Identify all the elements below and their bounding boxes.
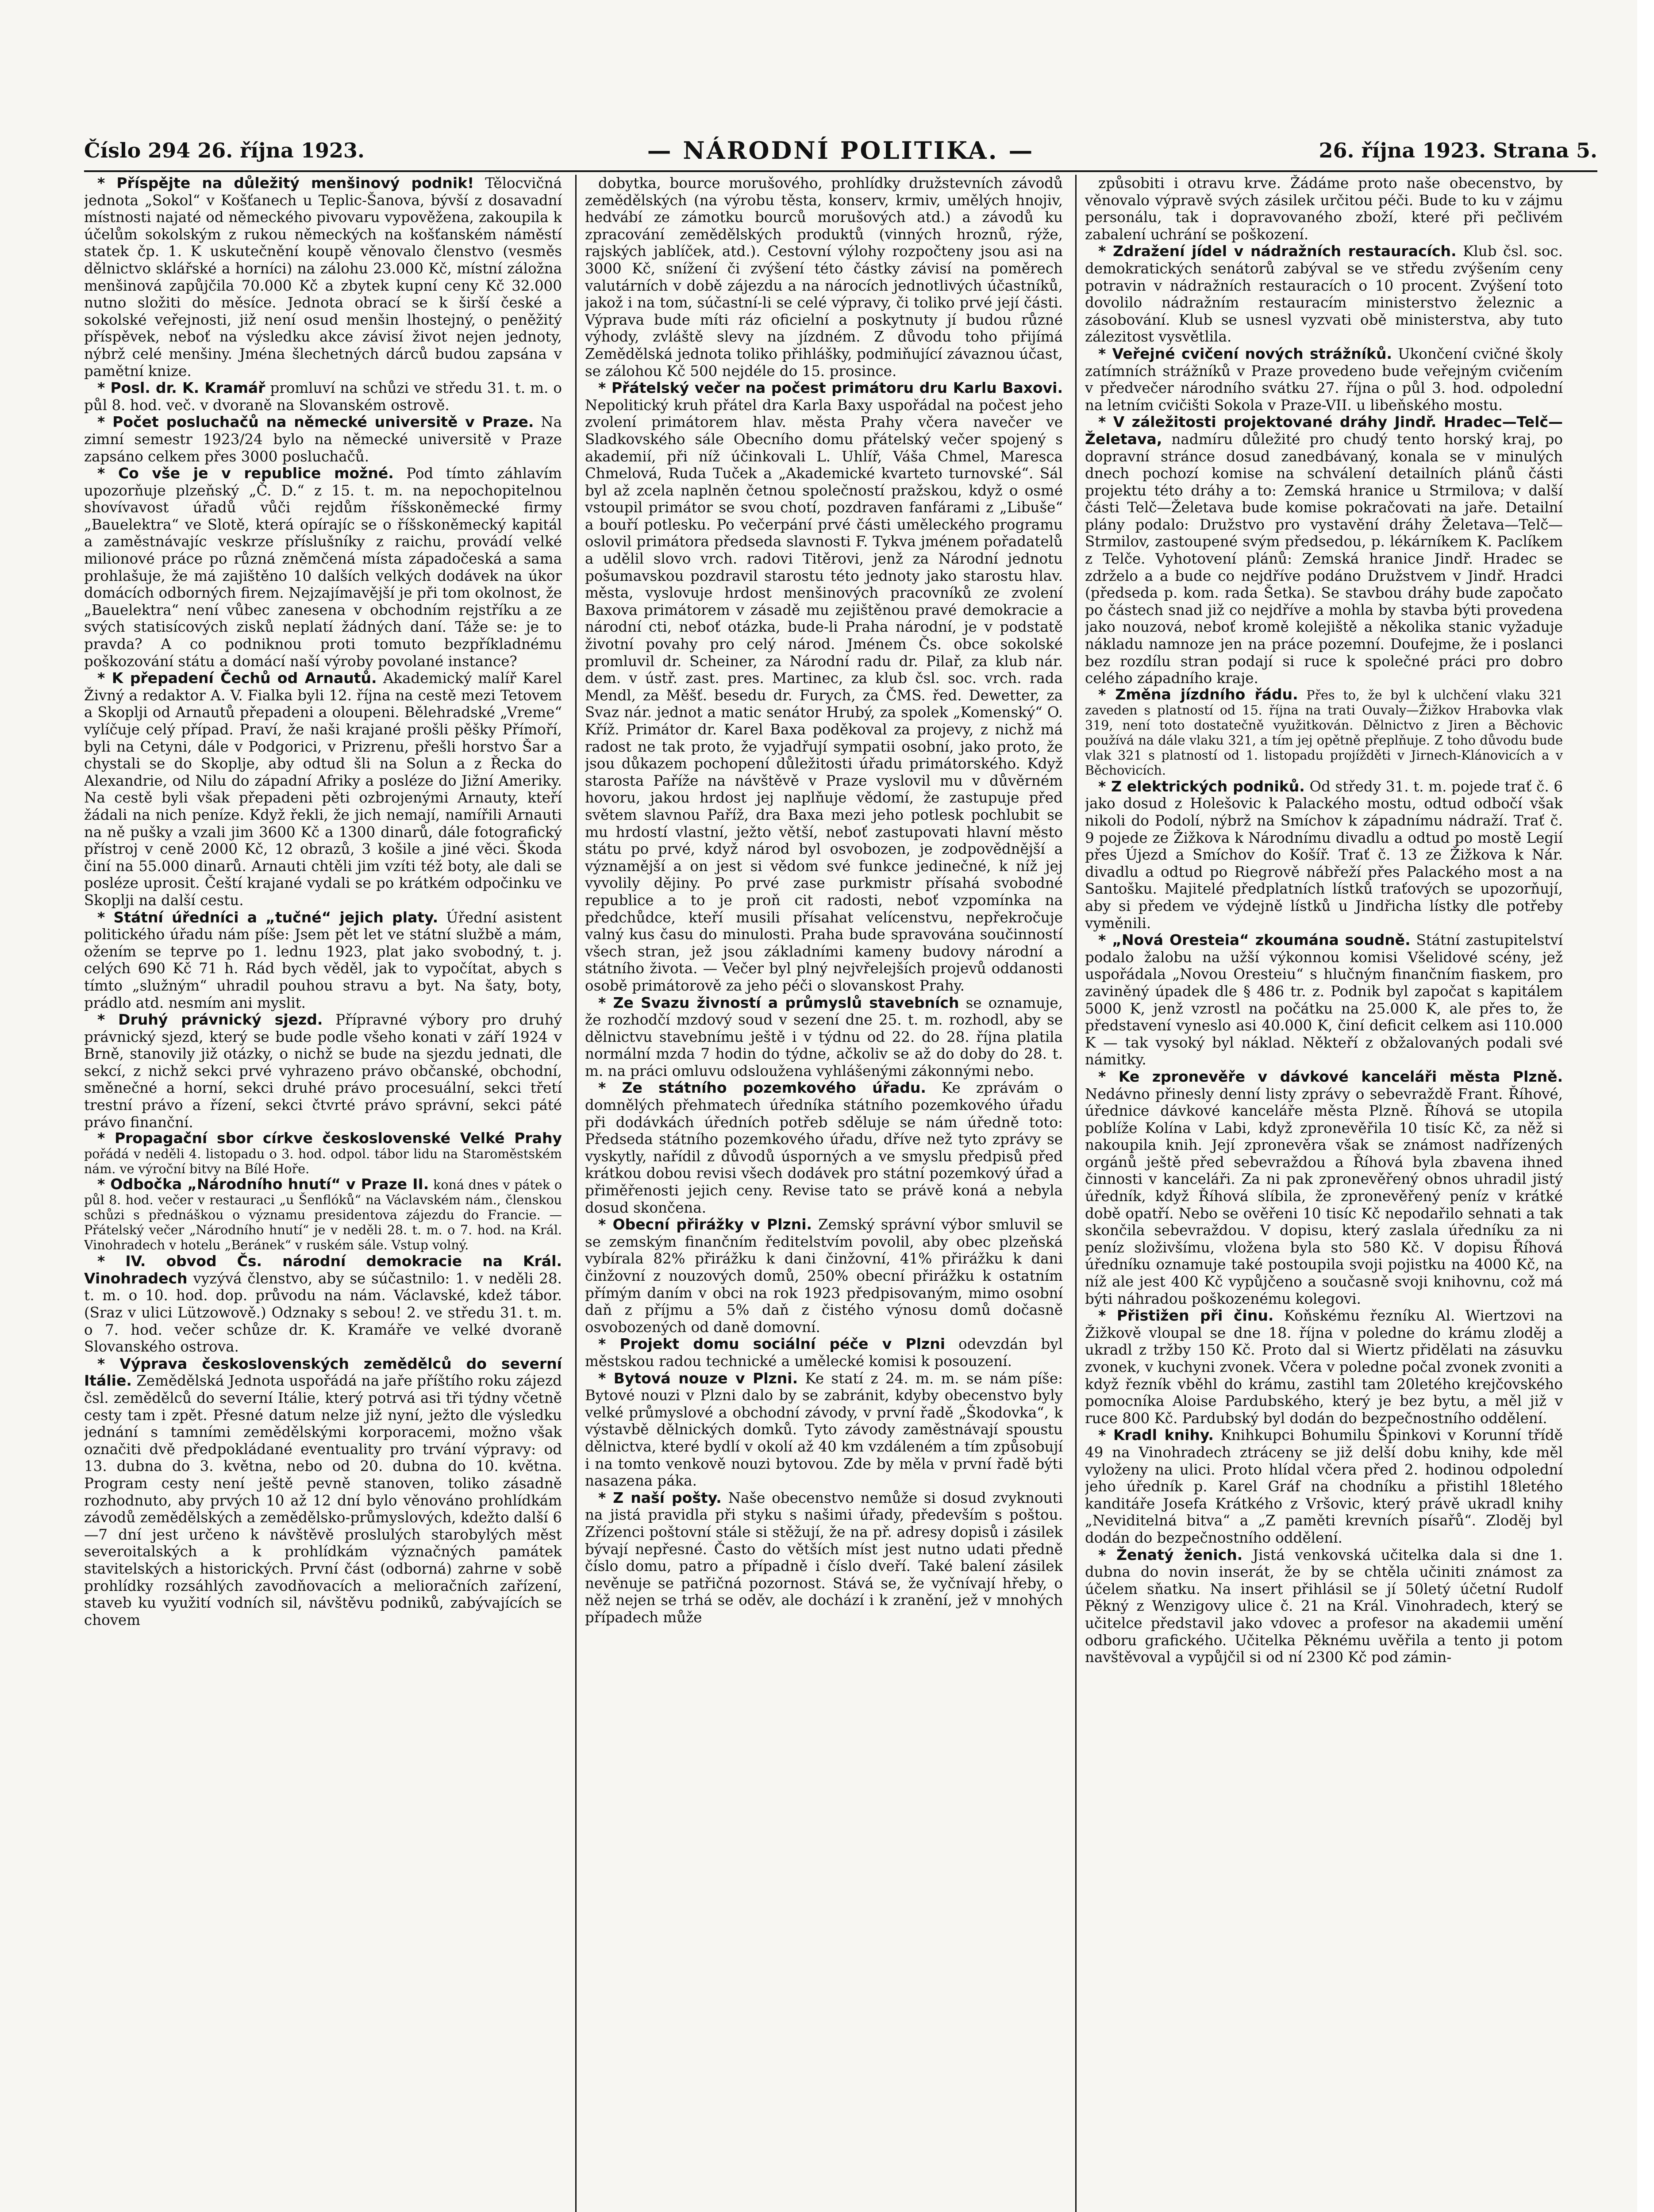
article-body: Tělocvičná jednota „Sokol“ v Košťanech u Teplic-Šanova, bývší z dosavadní místnosti najaté od německého pivovaru vypověžena, zakoupila k účelům sokolským z rukou německých na košťanském náměstí statek čp. 1. K uskutečnění koupě věnovalo členstvo (vesměs dělnictvo sklářské a horníci) na zálohu 23.000 Kč, místní záložna menšinová zapůjčila 70.000 Kč a zbytek kupní ceny Kč 32.000 nutno složiti do měsíce. Jednota obrací se k širší české a sokolské veřejnosti, již není osud menšin lhostejný, o peněžitý příspěvek, neboť na výsledku akce závisí život nejen jednoty, nýbrž celé menšiny. Jména šlechetných dárců budou zapsána v pamětní knize. — [84, 175, 562, 380]
article-headline: * Zdražení jídel v nádražních restauracích. — [1098, 242, 1457, 260]
article-headline: * IV. obvod Čs. národní demokracie na Král. Vinohradech — [84, 1252, 562, 1287]
article-body: Pod tímto záhlavím upozorňuje plzeňský „Č. D.“ z 15. t. m. na nepochopitelnou shovívavost úřadů vůči rejdům říšskoněmecké firmy „Bauelektra“ ve Slotě, která opírajíc se o říšskoněmecký kapitál a zaměstnávajíc veskrze příslušníky z raichu, provádí velké milionové práce po různá zněmčená místa západočeská a sama prohlašuje, že má zajištěno 10 dalších velkých dodávek na úkor domácích odborných firem. Nejzajímavější je při tom okolnost, že „Bauelektra“ není vůbec zanesena v obchodním rejstříku a ze svých statisícových zisků neplatí žádných daní. Táže se: je to pravda? A co podniknou proti tomuto bezpříkladnému poškozování státu a domácí naší výroby povolané instance? — [84, 465, 562, 670]
article — [84, 909, 562, 1012]
article-body: vyzývá členstvo, aby se súčastnilo: 1. v neděli 28. t. m. o 10. hod. dop. průvodu na nám. Václavské, kdež tábor. (Sraz v ulici Lützowově.) Odznaky s sebou! 2. ve středu 31. t. m. o 7. hod. večer schůze dr. K. Kramáře ve velké dvoraně Slovanského ostrova. — [84, 1270, 562, 1356]
column-3 — [1085, 175, 1563, 2212]
article-headline: * Změna jízdního řádu. — [1098, 685, 1298, 703]
article-body: odevzdán byl městskou radou technické a umělecké komisi k posouzení. — [585, 1336, 1063, 1370]
article-headline: * „Nová Oresteia“ zkoumána soudně. — [1098, 931, 1411, 949]
article — [1085, 687, 1563, 778]
article — [1085, 243, 1563, 346]
article-body: pořádá v neděli 4. listopadu o 3. hod. odpol. tábor lidu na Staroměstském nám. ve výroční bitvy na Bílé Hoře. — [84, 1147, 562, 1177]
article — [1085, 414, 1563, 687]
article-headline: * Veřejné cvičení nových strážníků. — [1098, 345, 1392, 362]
article — [84, 1131, 562, 1177]
article-headline: * Ze státního pozemkového úřadu. — [598, 1079, 926, 1097]
article-body: Přes to, že byl k ulchčení vlaku 321 zaveden s platností od 15. října na trati Ouvaly—Žižkov Hrabovka vlak 319, není toto dostatečně využitkován. Dělnictvo z Jiren a Běchovic používá na dále vlaku 321, a tím jej opětně přeplňuje. Z toho důvodu bude vlak 321 s platností od 1. listopadu projížděti v Jirnech-Klánovicích a v Běchovicích. — [1085, 687, 1563, 778]
article-headline: * Bytová nouze v Plzni. — [598, 1369, 798, 1387]
article-headline: * Obecní přirážky v Plzni. — [598, 1216, 812, 1233]
header-issue-date: Číslo 294 26. října 1923. — [84, 138, 365, 162]
article — [585, 1079, 1063, 1216]
article-body: Jistá venkovská učitelka dala si dne 1. dubna do novin inserát, že by se chtěla učiniti známost za účelem sňatku. Na insert přihlásil se jí 50letý účetní Rudolf Pěkný z Wenzigovy ulice č. 21 na Král. Vinohradech, který se učitelce představil jako vdovec a profesor na akademii umění odboru grafického. Učitelka Pěknému uvěřila a tento ji potom navštěvoval a vypůjčil si od ní 2300 Kč pod zámin- — [1085, 1546, 1563, 1666]
article-headline: * Kradl knihy. — [1098, 1426, 1214, 1444]
article-body: nadmíru důležité pro chudý tento horský kraj, po dopravní stránce dosud zanedbávaný, konala se v minulých dnech pochozí komise na schválení detailních plánů části projektu této dráhy a to: Zemská hranice u Strmilova; v další části Telč—Želetava bude komise pokračovati na jaře. Detailní plány podalo: Družstvo pro vystavění dráhy Želetava—Telč—Strmilov, zastoupené svým předsedou, p. lékárníkem K. Paclíkem z Telče. Vyhotovení plánů: Zemská hranice Jindř. Hradec se zdrželo a a bude co nejdříve podáno Družstvem v Jindř. Hradci (předseda p. kom. rada Šetka). Se stavbou dráhy bude započato po částech snad již co nejdříve a mohla by stavba býti provedena jako nouzová, neboť kromě kolejiště a několika stanic vyžaduje nákladu namnoze jen na práce pozemní. Doufejme, že i poslanci bez rozdílu stran podají si ruce k společné práci pro dobro celého západního kraje. — [1085, 430, 1563, 687]
article — [585, 1336, 1063, 1370]
article-body: Nedávno přinesly denní listy zprávy o sebevraždě Frant. Říhové, úřednice dávkové kanceláře města Plzně. Říhová se utopila poblíže Kolína v Labi, když zpronevěřila 10 tisíc Kč, za něž si nakoupila knih. Její zpronevěra však se známost nadřízených orgánů ještě před sebevraždou a Říhová byla zbavena ihned činnosti v kanceláři. Za ni pak zpronevěřený obnos uhradil jistý úředník, když Říhová slíbila, že zpronevěřený peníz v krátké době opatří. Nebo se ověřeni 10 tisíc Kč nepodařilo sehnati a tak skončila sebevraždou. V dopisu, který zaslala úředníku za ni peníz složivšímu, vložena byla sto 580 Kč. V dopisu Říhová úředníku oznamuje také postoupila svoji pojistku na 4000 Kč, na níž ale jest 400 Kč vypůjčeno a současně svoji knihovnu, což má býti náhradou poškozenému kolegovi. — [1085, 1085, 1563, 1307]
article — [84, 1011, 562, 1131]
article-body: Nepolitický kruh přátel dra Karla Baxy uspořádal na počest jeho zvolení primátorem hlav. města Prahy včera navečer ve Sladkovského sále Obecního domu přátelský večer spojený s akademií, při níž účinkovali L. Uhlíř, Váša Chmel, Maresca Chmelová, Ruda Tuček a „Akademické kvarteto turnovské“. Sál byl až zcela naplněn četnou společností pražskou, když o osmé vstoupil primátor se svou chotí, pozdraven fanfárami z „Libuše“ a bouří potlesku. Po večerpání prvé části uměleckého programu oslovil primátora předseda slavnosti F. Tykva jménem pořadatelů a udělil slovo vrch. radovi Titěrovi, jenž za Národní jednotu pošumavskou pozdravil starostu této jednoty jako starostu hlav. města, vyslovuje hrdost menšinových pracovníků ze zvolení Baxova primátorem v zásadě mu zejištěnou pravé demokracie a národní cti, neboť otázka, bude-li Praha národní, je v podstatě životní povahy pro celý národ. Jménem Čs. obce sokolské promluvil dr. Scheiner, za Národní radu dr. Pilař, za klub nár. dem. v ústř. zast. pres. Martinec, za klub čsl. soc. vrch. rada Mendl, za Měšť. besedu dr. Furych, za ČMS. řed. Dewetter, za Svaz nár. jednot a matic senátor Hrubý, za spolek „Komenský“ O. Kříž. Primátor dr. Karel Baxa poděkoval za projevy, z nichž má radost ne tak proto, že vyjadřují sympatii osobní, jako proto, že jsou důkazem pochopení důležitosti úřadu primátorského. Když starosta Paříže na návštěvě v Praze vyslovil mu v důvěrném hovoru, jakou hrdost jej naplňuje vědomí, že zastupuje před světem slavnou Paříž, dra Baxa mezi jeho potlesk pochlubit se mu hrdostí vlastní, ježto větší, neboť zastupovati hlavní město státu po prvé, když národ byl osvobozen, je zodpovědnější a významější a on jest si vědom své funkce jedinečné, k níž jej vyvolily dějiny. Po prvé zase purkmistr přísahá svobodné republice a to je proň cit radosti, neboť vzpomínka na předchůdce, kteří musili přísahat velícenstvu, nepřekročuje valný kus času do minulosti. Praha bude spravována součinností všech stran, jež jsou základními kameny budovy národní a státního života. — Večer byl plný nejvřelejších projevů oddanosti osobě primátorově za jeho péči o slovanskost Prahy. — [585, 396, 1063, 994]
article-headline: * Výprava československých zemědělců do severní Itálie. — [84, 1355, 562, 1390]
article-body: Ke statí z 24. m. m. se nám píše: Bytové nouzi v Plzni dalo by se zabránit, kdyby obecenstvo byly velké průmyslové a obchodní závody, v první řadě „Škodovka“, k výstavbě dělnických domků. Tyto závody zaměstnávají spoustu dělnictva, které bydlí v okolí až 40 km vzdáleném a tím způsobují i na tomto venkově nouzi bytovou. Zde by měla v první řadě býti nasazena páka. — [585, 1370, 1063, 1490]
article-headline: * Posl. dr. K. Kramář — [97, 379, 265, 397]
article-headline: * V záležitosti projektované dráhy Jindř. Hradec—Telč—Želetava, — [1085, 413, 1563, 448]
newspaper-title: — NÁRODNÍ POLITIKA. — — [647, 136, 1035, 165]
article-body: koná dnes v pátek o půl 8. hod. večer v restauraci „u Šenflóků“ na Václavském nám., členskou schůzi s přednáškou o významu presidentova zájezdu do Francie. — Přátelský večer „Národního hnutí“ je v neděli 28. t. m. o 7. hod. na Král. Vinohradech v hotelu „Beránek“ v ruském sále. Vstup volný. — [84, 1178, 562, 1253]
column-2 — [585, 175, 1063, 2212]
article — [84, 380, 562, 414]
article-body: Akademický malíř Karel Živný a redaktor A. V. Fialka byli 12. října na cestě mezi Tetovem a Skoplji od Arnautů přepadeni a oloupeni. Bělehradské „Vreme“ vylíčuje celý případ. Praví, že naši krajané prošli pěšky Přímoří, byli na Cetyni, dále v Podgorici, v Prizrenu, přešli horstvo Šar a chystali se do Skoplje, aby odtud šli na Solun a z Řecka do Alexandrie, od Nilu do západní Afriky a posléze do Jižní Ameriky. Na cestě byli však přepadeni pěti ozbrojenými Arnauty, kteří žádali na nich peníze. Když řekli, že jich nemají, namířili Arnauti na ně pušky a vzali jim 3600 Kč a 1300 dinarů, dále fotografický přístroj v ceně 2000 Kč, 12 obrazů, 3 košile a jiné věci. Škoda činí na 55.000 dinarů. Arnauti chtěli jim vzíti též boty, ale dali se posléze uprosit. Čeští krajané vydali se po krátkém odpočinku ve Skoplji na další cestu. — [84, 670, 562, 909]
article — [84, 465, 562, 670]
article — [585, 175, 1063, 380]
article-body: Státní zastupitelství podalo žalobu na užší výkonnou komisi Všelidové scény, jež uspořádala „Novou Oresteiu“ s hlučným finančním fiaskem, pro zaviněný úpadek dle § 486 tr. z. Podnik byl započat s kapitálem 5000 K, jenž vzrostl na počátku na 25.000 K, ale přes to, že představení vyneslo asi 40.000 K, činí deficit celkem asi 110.000 K — tak vysoký byl náklad. Někteří z obžalovaných podali své námitky. — [1085, 932, 1563, 1068]
column-divider — [1075, 175, 1077, 2212]
article-body: dobytka, bource morušového, prohlídky družstevních závodů zemědělských (na výrobu těsta, konserv, krmiv, umělých hnojiv, hedvábí ze zámotku bourců morušových atd.) a závodů ku zpracování zemědělských produktů (vinných hroznů, rýže, rajských jablíček, atd.). Cestovní výlohy rozpočteny jsou asi na 3000 Kč, snížení či zvýšení této částky závisí na poměrech valutárních v době zájezdu a na nárocích jednotlivých účastníků, jakož i na tom, súčastní-li se celé výpravy, či toliko prvé její části. Výprava bude míti ráz oficielní a poskytnuty jí budou různé výhody, zvláště slevy na jízdném. Z důvodu toho přijímá Zemědělská jednota toliko přihlášky, podmiňující závaznou účast, se zálohou Kč 500 nejdéle do 15. prosince. — [585, 175, 1063, 380]
article-body: Ukončení cvičné školy zatímních strážníků v Praze provedeno bude veřejným cvičením v předvečer národního svátku 27. října o půl 3. hod. odpolední na letním cvičišti Sokola v Praze-VII. u libeňského mostu. — [1085, 345, 1563, 414]
article-headline: * Z naší pošty. — [598, 1489, 722, 1506]
article-headline: * Ženatý ženich. — [1098, 1546, 1243, 1563]
article-headline: * Projekt domu sociální péče v Plzni — [598, 1335, 946, 1353]
article — [84, 414, 562, 465]
article — [1085, 1427, 1563, 1546]
article-body: se oznamuje, že rozhodčí mzdový soud v sezení dne 25. t. m. rozhodl, aby se dělnictvu stavebnímu ještě i v týdnu od 22. do 28. října platila normální mzda 7 hodin do týdne, ačkoliv se až do doby do 28. t. m. na práci omluvu odsloužena vyhlášenými zákonnými nebo. — [585, 994, 1063, 1079]
article — [1085, 932, 1563, 1068]
article — [585, 1490, 1063, 1626]
header-rule — [84, 170, 1597, 172]
article — [1085, 778, 1563, 932]
article-headline: * Druhý právnický sjezd. — [97, 1011, 323, 1029]
article — [84, 670, 562, 909]
article-body: Koňskému řezníku Al. Wiertzovi na Žižkově vloupal se dne 18. října v poledne do krámu zloděj a ukradl z tržby 150 Kč. Proto dal si Wiertz přidělati na zásuvku zvonek, v kuchyni zvonek. Včera v poledne počal zvonek zvoniti a když řezník vběhl do krámu, zastihl tam 20letého krejčovského pomocníka Aloise Pardubského, který je bez bytu, a měl již v ruce 800 Kč. Pardubský byl dodán do bezpečnostního oddělení. — [1085, 1307, 1563, 1427]
article-headline: * Státní úředníci a „tučné“ jejich platy. — [97, 908, 439, 926]
article-body: Ke zprávám o domnělých přehmatech úředníka státního pozemkového úřadu při dodávkách úředních potřeb sděluje se nám úředně toto: Předseda státního pozemkového úřadu, dříve než tyto zprávy se vyskytly, nařídil z důvodů úsporných a ve smyslu předpisů před krátkou dobou revisi všech dodávek pro státní pozemkový úřad a přiměřenosti jejich ceny. Revise tato se právě koná a nebyla dosud skončena. — [585, 1079, 1063, 1216]
article — [585, 1370, 1063, 1490]
article-body: Naše obecenstvo nemůže si dosud zvyknouti na jistá pravidla při styku s našimi úřady, především s poštou. Zřízenci poštovní stále si stěžují, že na př. adresy dopisů i zásilek bývají nepřesné. Často do větších míst jest nutno udati předně číslo domu, patro a případně i číslo dveří. Také balení zásilek nevěnuje se patřičná pozornost. Stává se, že vyčnívají hřeby, o něž nejen se trhá se oděv, ale dochází i k zranění, jež v mnohých případech může — [585, 1489, 1063, 1626]
article — [1085, 1068, 1563, 1307]
article-headline: * Ke zpronevěře v dávkové kanceláři města Plzně. — [1098, 1068, 1563, 1085]
article-headline: * Příspějte na důležitý menšinový podnik! — [97, 175, 474, 192]
article — [84, 1253, 562, 1356]
article-headline: * Z elektrických podniků. — [1098, 777, 1305, 795]
article — [585, 995, 1063, 1080]
article — [84, 1356, 562, 1629]
article — [1085, 346, 1563, 414]
article-body: způsobiti i otravu krve. Žádáme proto naše obecenstvo, by věnovalo výpravě svých zásilek určitou péči. Bude to ku v zájmu personálu, tak i dopravovaného zboží, které při pečlivém zabalení uchrání se poškození. — [1085, 175, 1563, 243]
article — [1085, 175, 1563, 243]
article-body: Klub čsl. soc. demokratických senátorů zabýval se ve středu zvýšením ceny potravin v nádražních restauracích o 10 procent. Zvýšení toto dovolilo nádražním restauracím ministerstvo železnic a zásobování. Klub se usnesl vyzvati obě ministerstva, aby tuto zálezitost vysvětlila. — [1085, 243, 1563, 346]
article-body: Přípravné výbory pro druhý právnický sjezd, který se bude podle všeho konati v září 1924 v Brně, stanovily již otázky, o nichž se bude na sjezdu jednati, dle sekcí, z nichž sekci prvé vyhrazeno právo občanské, obchodní, směnečné a horní, sekci druhé právo procesuální, sekci třetí trestní právo a řízení, sekci čtvrté právo správní, sekci páté právo finanční. — [84, 1011, 562, 1131]
article-body: Od středy 31. t. m. pojede trať č. 6 jako dosud z Holešovic k Palackého mostu, odtud odbočí však nikoli do Podolí, nýbrž na Smíchov k západnímu nádraží. Trať č. 9 pojede ze Žižkova k Národnímu divadlu a odtud po mostě Legií přes Újezd a Smíchov do Košíř. Trať č. 13 ze Žižkova k Nár. divadlu a odtud po Riegrově nábřeží přes Palackého most a na Santošku. Majitelé předplatních lístků traťových se upozorňují, aby si předem ve výdejně lístků u Jindřicha lístky dle potřeby vyměnili. — [1085, 778, 1563, 932]
header-date-page: 26. října 1923. Strana 5. — [1319, 138, 1597, 162]
article — [84, 1177, 562, 1253]
article-headline: * Propagační sbor církve československé Velké Prahy — [97, 1129, 562, 1147]
article-body: Knihkupci Bohumilu Špinkovi v Korunní třídě 49 na Vinohradech ztráceny se již delší dobu knihy, kde měl vyloženy na ulici. Proto hlídal včera před 2. hodinou odpolední jeho úředník p. Karel Gráf na chodníku a přistihl 18letého kanditáře Josefa Krátkého z Vršovic, který právě ukradl knihy „Neviditelná bitva“ a „Z paměti krevních písařů“. Zloděj byl dodán do bezpečnostního oddělení. — [1085, 1427, 1563, 1546]
article — [1085, 1547, 1563, 1666]
article — [84, 175, 562, 380]
column-1 — [84, 175, 562, 2212]
scan-edge — [1637, 0, 1654, 2212]
article — [585, 1216, 1063, 1336]
article-body: promluví na schůzi ve středu 31. t. m. o půl 8. hod. več. v dvoraně na Slovanském ostrově. — [84, 380, 562, 414]
article-body: Úřední asistent politického úřadu nám píše: Jsem pět let ve státní službě a mám, ožením se teprve po 1. lednu 1923, plat jako svobodný, t. j. celých 690 Kč 71 h. Rád bych věděl, jak to vypočítat, abych s tímto „služným“ uhradil pouhou stravu a byt. Na šaty, boty, prádlo atd. nesmím ani myslit. — [84, 909, 562, 1011]
article-body: Na zimní semestr 1923/24 bylo na německé universitě v Praze zapsáno celkem přes 3000 posluchačů. — [84, 414, 562, 465]
article-headline: * Ze Svazu živností a průmyslů stavebních — [598, 994, 959, 1011]
article — [1085, 1307, 1563, 1427]
article-headline: * Přátelský večer na počest primátoru dru Karlu Baxovi. — [598, 379, 1063, 397]
article-headline: * Počet posluchačů na německé universitě v Praze. — [97, 413, 534, 431]
article-body: Zemědělská Jednota uspořádá na jaře příštího roku zájezd čsl. zemědělců do severní Itálie, který potrvá asi tři týdny včetně cesty tam i zpět. Přesné datum nelze již nyní, ježto dle výsledku jednání s tamními zemědělskými korporacemi, možno však označiti dvě předpokládané eventuality pro trvání výpravy: od 13. dubna do 3. května, nebo od 20. dubna do 10. května. Program cesty není ještě pevně stanoven, toliko zásadně rozhodnuto, aby prvých 10 až 12 dní bylo věnováno prohlídkám závodů zemědělských a zemědělsko-průmyslových, kdežto další 6—7 dní jest určeno k návštěvě proslulých starobylých měst severoitalských a k prohlídkám význačných památek stavitelských a historických. První část (odborná) zahrne v sobě prohlídky rozsáhlých zavodňovacích a melioračních zařízení, staveb ku využití vodních sil, návštěvu podniků, zabývajících se chovem — [84, 1372, 562, 1628]
article-body: Zemský správní výbor smluvil se se zemským finančním ředitelstvím povolil, aby obec plzeňská vybírala 82% přirážku k dani činžovní, 41% přirážku k dani činžovní z nouzových domů, 250% obecní přirážku k ostatním přímým daním v obci na rok 1923 předpisovaným, mimo osobní daň z příjmu a 5% daň z čistého výnosu domů dočasně osvobozených od daně domovní. — [585, 1216, 1063, 1336]
article — [585, 380, 1063, 994]
column-divider — [575, 175, 577, 2212]
article-headline: * Co vše je v republice možné. — [97, 465, 394, 482]
article-headline: * K přepadení Čechů od Arnautů. — [97, 669, 377, 687]
article-headline: * Přistižen při činu. — [1098, 1307, 1274, 1325]
page-header — [84, 133, 1597, 168]
article-headline: * Odbočka „Národního hnutí“ v Praze II. — [97, 1175, 429, 1193]
